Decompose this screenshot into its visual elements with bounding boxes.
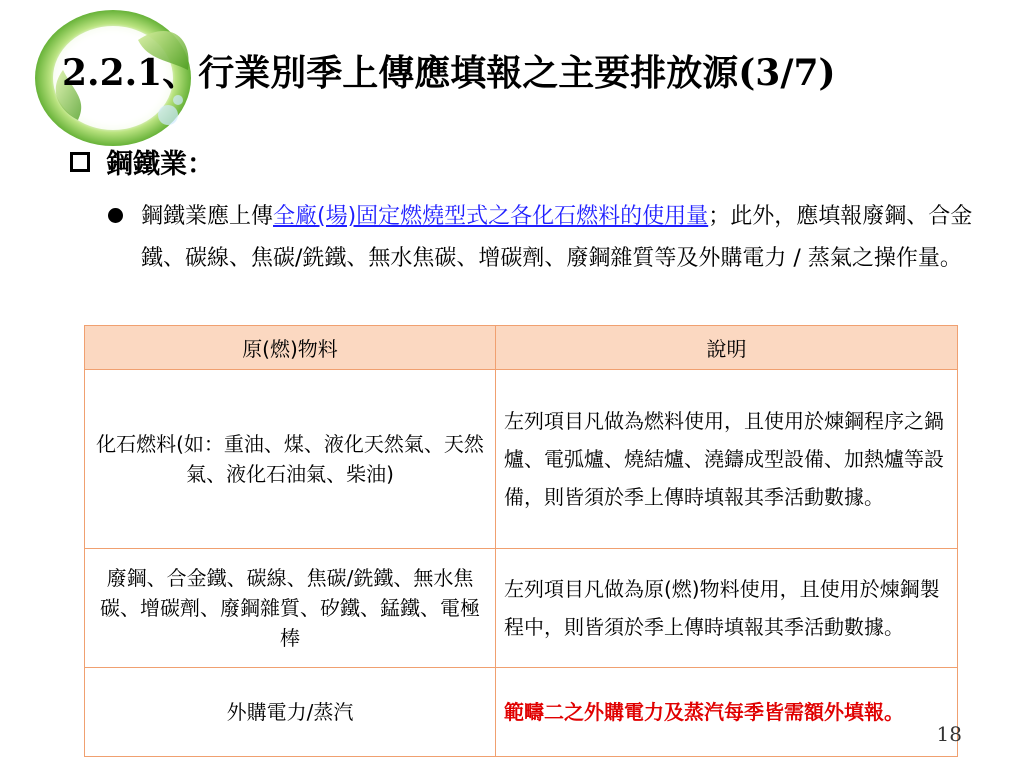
material-cell: 化石燃料(如：重油、煤、液化天然氣、天然氣、液化石油氣、柴油)	[85, 370, 496, 549]
header-description: 說明	[496, 326, 958, 370]
title-suffix: (3/7)	[738, 52, 836, 94]
table-row	[85, 549, 958, 668]
description-cell: 左列項目凡做為原(燃)物料使用，且使用於煉鋼製程中，則皆須於季上傳時填報其季活動數據。	[496, 549, 958, 668]
hollow-square-bullet-icon	[70, 152, 90, 172]
title-number: 2.2.1	[62, 52, 163, 94]
table-row	[85, 370, 958, 549]
description-cell-emphasis: 範疇二之外購電力及蒸汽每季皆需額外填報。	[496, 668, 958, 757]
page-title	[62, 48, 836, 99]
filled-circle-bullet-icon	[108, 208, 123, 223]
bullet-paragraph	[108, 196, 998, 280]
section-heading	[70, 142, 214, 181]
material-cell: 廢鋼、合金鐵、碳線、焦碳/銑鐵、無水焦碳、增碳劑、廢鋼雜質、矽鐵、錳鐵、電極棒	[85, 549, 496, 668]
material-cell: 外購電力/蒸汽	[85, 668, 496, 757]
fuel-usage-link[interactable]: 全廠(場)固定燃燒型式之各化石燃料的使用量	[273, 204, 709, 229]
page-number: 18	[936, 722, 962, 746]
table-header-row	[85, 326, 958, 370]
table-row	[85, 668, 958, 757]
materials-table	[84, 325, 958, 757]
description-cell: 左列項目凡做為燃料使用，且使用於煉鋼程序之鍋爐、電弧爐、燒結爐、澆鑄成型設備、加熱爐等設備，則皆須於季上傳時填報其季活動數據。	[496, 370, 958, 549]
title-text: 、行業別季上傳應填報之主要排放源	[162, 53, 739, 94]
bullet-text	[141, 196, 981, 280]
bullet-suffix: ；此外，應填報廢鋼、合金鐵、碳線、焦碳/銑鐵、無水焦碳、增碳劑、廢鋼雜質等及外購電力 / 蒸氣之操作量。	[141, 204, 973, 271]
section-label: 鋼鐵業：	[106, 149, 214, 180]
header-material: 原(燃)物料	[85, 326, 496, 370]
bullet-prefix: 鋼鐵業應上傳	[141, 204, 274, 229]
